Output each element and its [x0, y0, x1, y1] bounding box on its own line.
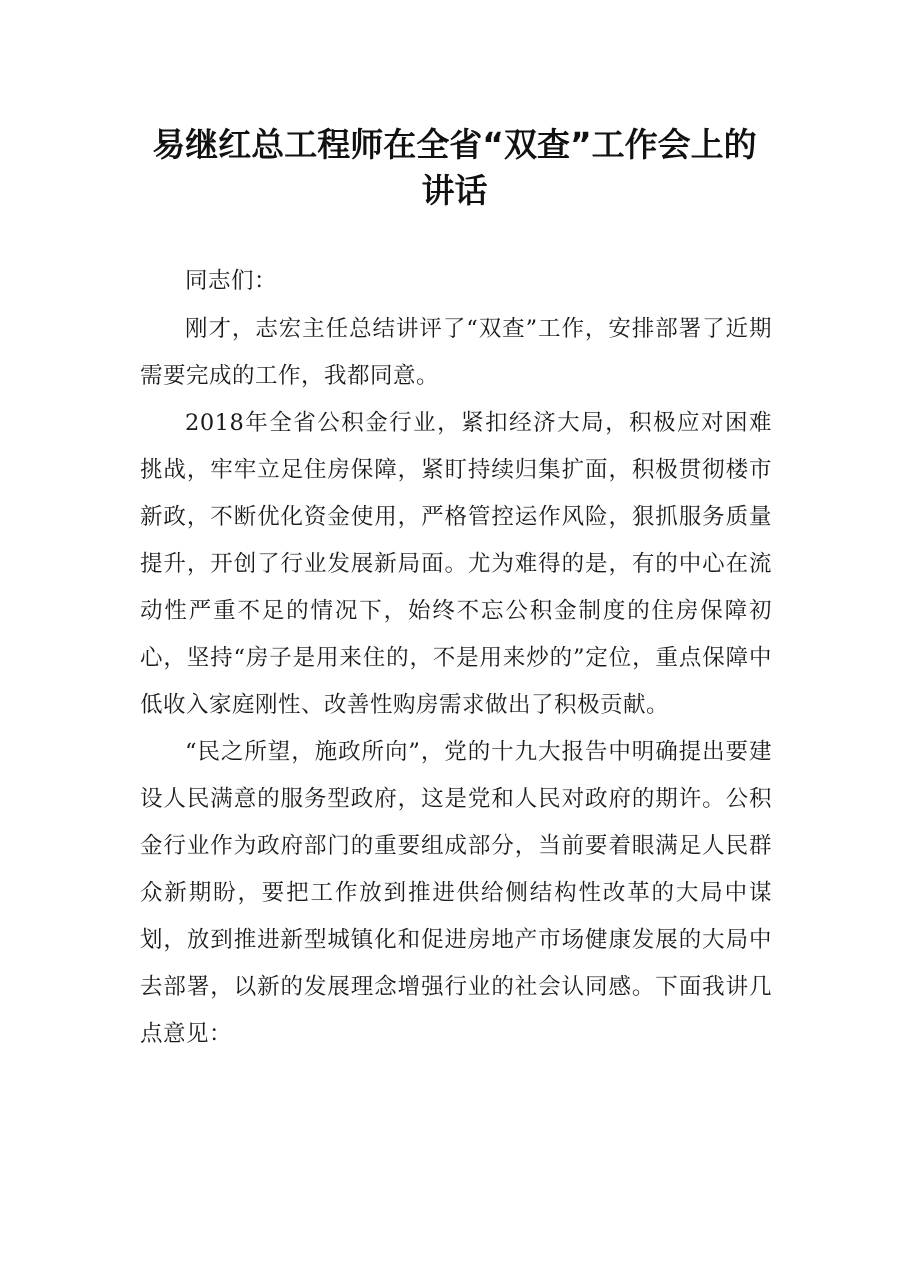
salutation: 同志们： [185, 268, 278, 294]
document-title: 易继红总工程师在全省“双查”工作会上的讲话 [152, 125, 757, 210]
document-body [140, 258, 772, 1058]
paragraph-3: “民之所望，施政所向”，党的十九大报告中明确提出要建设人民满意的服务型政府，这是党和人民对政府的期许。公积金行业作为政府部门的重要组成部分，当前要着眼满足人民群众新期盼，要把工作放到推进供给侧结构性改革的大局中谋划，放到推进新型城镇化和促进房地产市场健康发展的大局中去部署，以新的发展理念增强行业的社会认同感。下面我讲几点意见： [140, 739, 772, 1047]
paragraph-1: 刚才，志宏主任总结讲评了“双查”工作，安排部署了近期需要完成的工作，我都同意。 [140, 316, 772, 389]
paragraph-2: 2018年全省公积金行业，紧扣经济大局，积极应对困难挑战，牢牢立足住房保障，紧盯持续归集扩面，积极贯彻楼市新政，不断优化资金使用，严格管控运作风险，狠抓服务质量提升，开创了行业发展新局面。尤为难得的是，有的中心在流动性严重不足的情况下，始终不忘公积金制度的住房保障初心，坚持“房子是用来住的，不是用来炒的”定位，重点保障中低收入家庭刚性、改善性购房需求做出了积极贡献。 [140, 410, 772, 718]
